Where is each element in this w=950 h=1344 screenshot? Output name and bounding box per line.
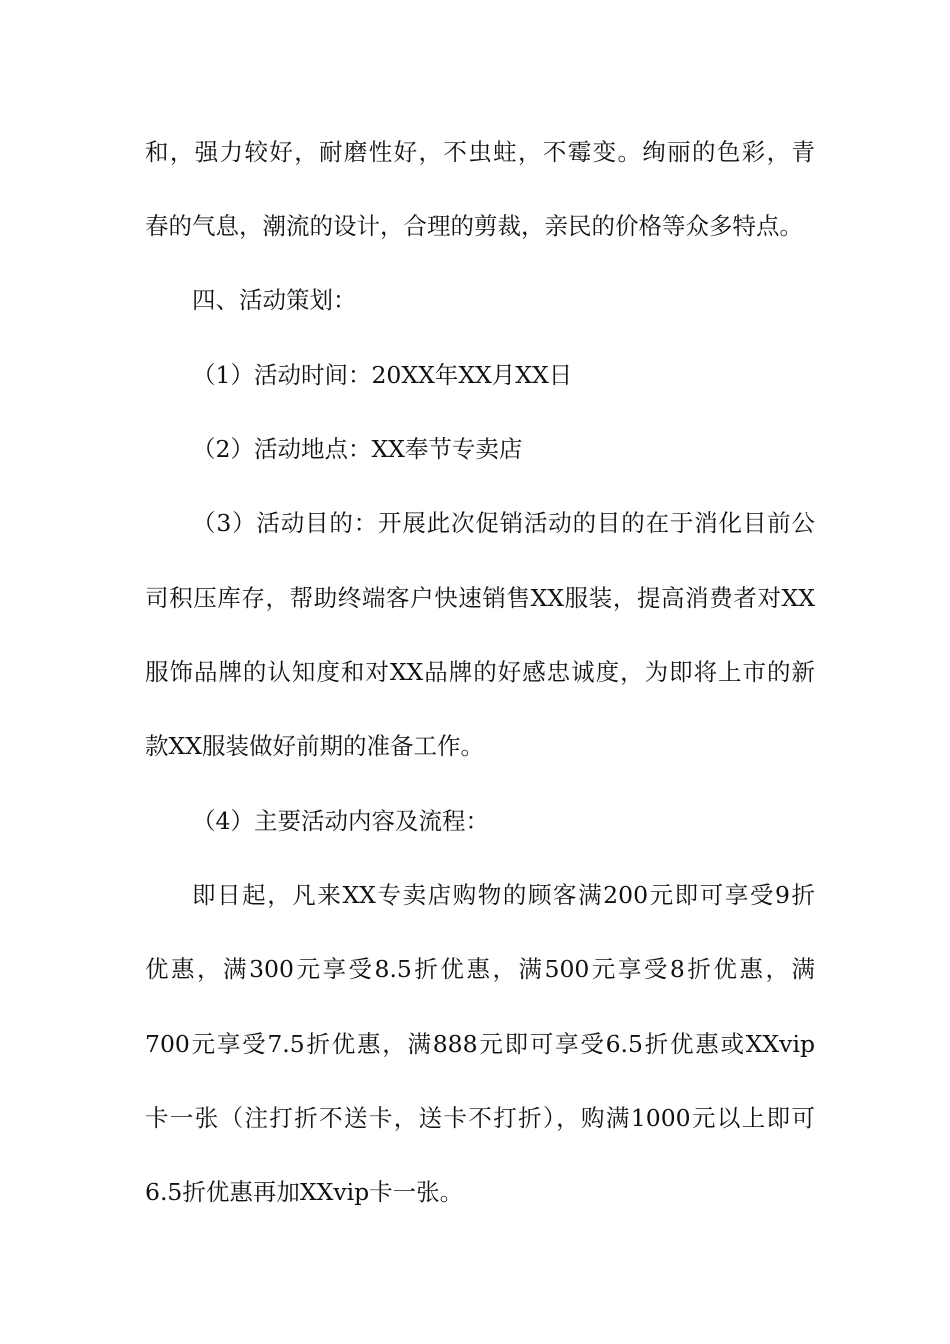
paragraph-line: 即日起，凡来XX专卖店购物的顾客满200元即可享受9折 <box>192 881 815 909</box>
paragraph-line: 700元享受7.5折优惠，满888元即可享受6.5折优惠或XXvip <box>145 1030 815 1058</box>
paragraph-line: 优惠，满300元享受8.5折优惠，满500元享受8折优惠，满 <box>145 955 815 983</box>
paragraph-line: 司积压库存，帮助终端客户快速销售XX服装，提高消费者对XX <box>145 584 815 612</box>
paragraph-line: 卡一张（注打折不送卡，送卡不打折），购满1000元以上即可 <box>145 1104 815 1132</box>
paragraph-line: 春的气息，潮流的设计，合理的剪裁，亲民的价格等众多特点。 <box>145 212 803 240</box>
paragraph-line: （3）活动目的：开展此次促销活动的目的在于消化目前公 <box>192 509 815 537</box>
paragraph-line: 和，强力较好，耐磨性好，不虫蛀，不霉变。绚丽的色彩，青 <box>145 138 815 166</box>
paragraph-line: 6.5折优惠再加XXvip卡一张。 <box>145 1178 464 1206</box>
section-heading: 四、活动策划： <box>192 286 357 314</box>
paragraph-line: （1）活动时间：20XX年XX月XX日 <box>192 361 573 389</box>
paragraph-line: （2）活动地点：XX奉节专卖店 <box>192 435 523 463</box>
paragraph-line: 服饰品牌的认知度和对XX品牌的好感忠诚度，为即将上市的新 <box>145 658 815 686</box>
paragraph-line: （4）主要活动内容及流程： <box>192 807 489 835</box>
paragraph-line: 款XX服装做好前期的准备工作。 <box>145 732 484 760</box>
